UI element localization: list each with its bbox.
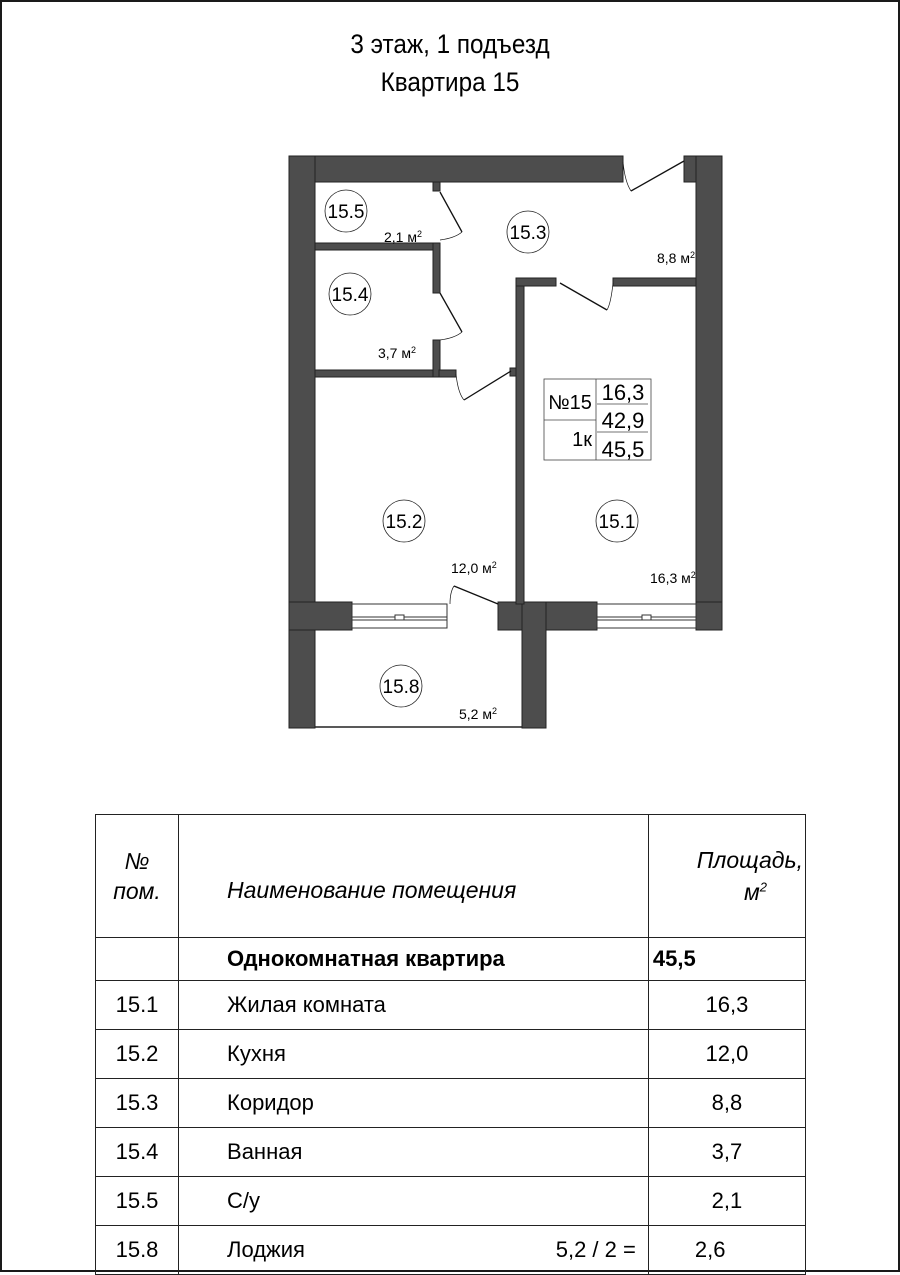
stamp-total-area: 42,9 (601, 408, 645, 433)
room-id-15-3: 15.3 (509, 223, 547, 244)
header-number: № пом. (96, 815, 179, 938)
table-row: 15.5 С/у 2,1 (96, 1177, 806, 1226)
stamp-rooms: 1к (572, 429, 592, 451)
room-name: Лоджия (227, 1237, 305, 1262)
room-id-15-5: 15.5 (327, 202, 365, 223)
apartment-type: Однокомнатная квартира (179, 938, 649, 981)
rooms-table (95, 814, 806, 1275)
room-id-15-8: 15.8 (382, 677, 420, 698)
room-area-15-8: 5,2 $м^2$ (459, 706, 497, 722)
room-area-15-5: 2,1 $м^2$ (384, 229, 422, 245)
apartment-title: Квартира 15 (380, 67, 520, 97)
stamp-number: №15 (548, 392, 592, 414)
table-total-row (96, 938, 806, 981)
room-area-15-1: 16,3 $м^2$ (650, 570, 696, 586)
table-row: 15.1 Жилая комната 16,3 (96, 981, 806, 1030)
walls (289, 156, 722, 728)
apartment-stamp (544, 379, 651, 462)
table-row: 15.3 Коридор 8,8 (96, 1079, 806, 1128)
room-area-15-2: 12,0 $м^2$ (451, 560, 497, 576)
floor-entrance-title: 3 этаж, 1 подъезд (350, 29, 550, 59)
apartment-total-area: 45,5 (648, 938, 805, 981)
stamp-living-area: 16,3 (601, 380, 645, 405)
table-row: 15.2 Кухня 12,0 (96, 1030, 806, 1079)
room-id-15-2: 15.2 (385, 512, 423, 533)
loggia-calculation: 5,2 / 2 = (555, 1237, 636, 1262)
room-area-15-3: 8,8 $м^2$ (657, 250, 695, 266)
header-area: Площадь, $м^2$ (648, 815, 805, 938)
table-row: 15.8 Лоджия 5,2 / 2 = 2,6 (96, 1226, 806, 1275)
table-header-row (96, 815, 806, 938)
header-room-name: Наименование помещения (179, 815, 649, 938)
room-id-15-1: 15.1 (598, 512, 636, 533)
table-row: 15.4 Ванная 3,7 (96, 1128, 806, 1177)
room-area-15-4: 3,7 $м^2$ (378, 345, 416, 361)
stamp-total-with-loggia: 45,5 (601, 437, 645, 462)
room-id-15-4: 15.4 (331, 285, 369, 306)
